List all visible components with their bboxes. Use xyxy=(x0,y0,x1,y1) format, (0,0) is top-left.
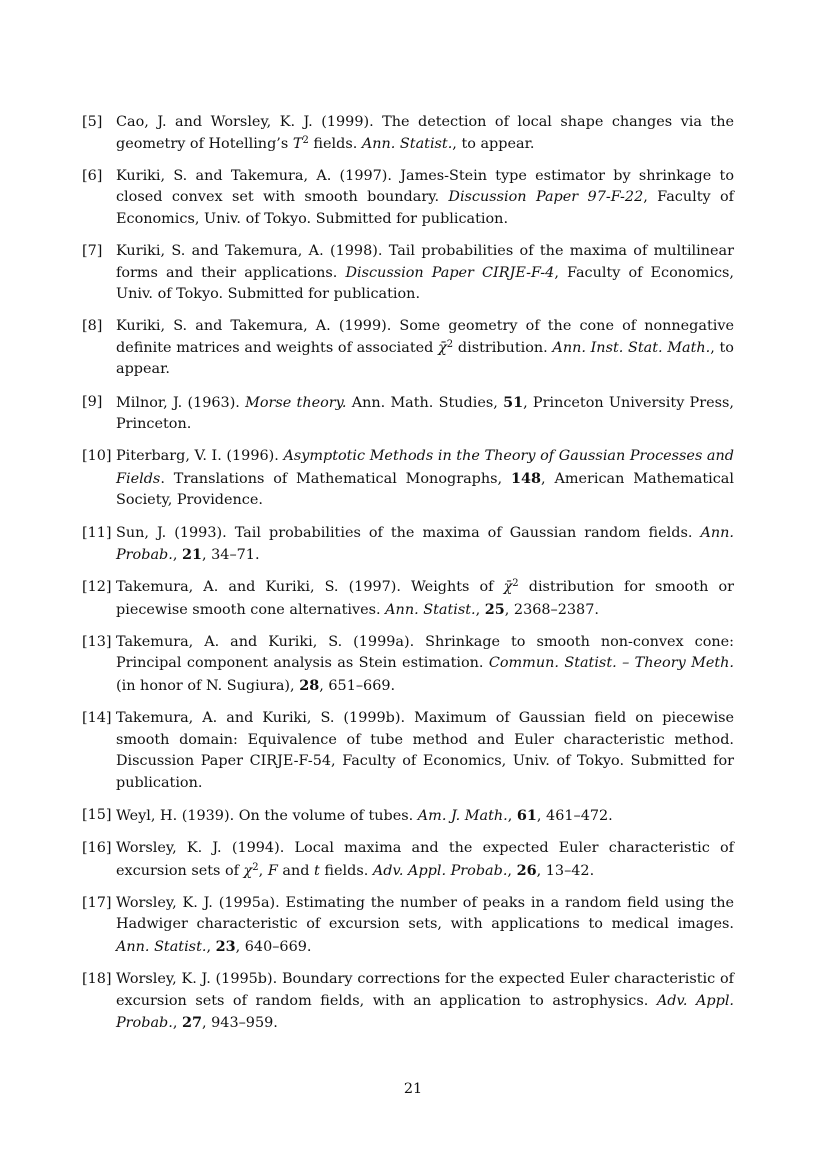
reference-text xyxy=(116,243,734,302)
superscript: 2 xyxy=(252,861,259,873)
volume-number: 27 xyxy=(181,1014,202,1032)
text-run: , Faculty of Economics, Univ. of Tokyo. Submitted for publication. xyxy=(116,189,734,227)
italic-text: Ann. Inst. Stat. Math. xyxy=(552,339,711,356)
reference-number: [16] xyxy=(82,840,112,857)
reference-number: [14] xyxy=(82,710,112,727)
italic-text: Morse theory. xyxy=(245,394,347,411)
text-run: distribution for smooth or piecewise smooth cone alternatives. xyxy=(116,579,734,618)
text-run: , to appear. xyxy=(116,339,734,378)
italic-text: Discussion Paper CIRJE-F-4 xyxy=(345,264,555,281)
reference-entry xyxy=(82,893,734,959)
reference-list xyxy=(82,112,734,1045)
reference-entry xyxy=(82,805,734,828)
reference-text xyxy=(116,395,734,433)
text-run: Milnor, J. (1963). xyxy=(116,394,246,411)
reference-entry xyxy=(82,112,734,155)
text-run: Takemura, A. and Kuriki, S. (1997). Weights of xyxy=(116,579,504,596)
volume-number: 25 xyxy=(484,600,505,618)
reference-number: [5] xyxy=(82,114,103,130)
reference-entry xyxy=(82,838,734,882)
volume-number: 61 xyxy=(516,807,537,825)
volume-number: 148 xyxy=(510,469,542,487)
text-run: , to appear. xyxy=(452,135,535,152)
italic-text: Discussion Paper 97-F-22 xyxy=(448,189,644,206)
page-number: 21 xyxy=(403,1081,423,1097)
volume-number: 23 xyxy=(215,938,236,955)
text-run: , xyxy=(507,862,517,879)
text-run: , 13–42. xyxy=(536,862,595,879)
text-run: distribution. xyxy=(453,339,553,356)
text-run: , 2368–2387. xyxy=(504,601,599,618)
reference-text xyxy=(116,895,734,955)
reference-text xyxy=(116,318,734,377)
volume-number: 51 xyxy=(503,393,524,411)
text-run: Worsley, K. J. (1995b). Boundary corrections for the expected Euler characteristic of excursion sets of random fields, with an application to astrophysics. xyxy=(116,971,734,1009)
italic-text: T xyxy=(292,135,303,152)
reference-number: [15] xyxy=(82,807,112,824)
reference-text xyxy=(116,525,734,564)
text-run: fields. xyxy=(308,135,362,152)
italic-text: χ xyxy=(243,862,253,879)
italic-text: Commun. Statist. – Theory Meth. xyxy=(488,655,734,672)
text-run: , xyxy=(507,808,517,825)
italic-text: Ann. Probab. xyxy=(116,524,734,564)
reference-number: [17] xyxy=(82,894,112,911)
reference-number: [10] xyxy=(82,448,112,465)
text-run: Piterbarg, V. I. (1996). xyxy=(116,448,284,465)
italic-text: χ̄ xyxy=(438,339,447,356)
reference-text xyxy=(116,971,734,1031)
reference-text xyxy=(116,634,734,694)
reference-number: [8] xyxy=(82,318,103,335)
volume-number: 26 xyxy=(516,861,537,879)
text-run: , Princeton University Press, Princeton. xyxy=(116,394,734,433)
reference-entry xyxy=(82,577,734,621)
reference-text xyxy=(116,840,734,879)
reference-number: [13] xyxy=(82,633,112,650)
text-run: , xyxy=(475,601,485,618)
text-run: Weyl, H. (1939). On the volume of tubes. xyxy=(116,808,418,825)
text-run: Worsley, K. J. (1994). Local maxima and the expected Euler characteristic of excursion sets of xyxy=(116,840,734,879)
superscript: 2 xyxy=(512,578,519,590)
text-run: , Faculty of Economics, Univ. of Tokyo. Submitted for publication. xyxy=(116,264,734,303)
reference-text xyxy=(116,808,613,824)
reference-number: [12] xyxy=(82,579,112,596)
reference-entry xyxy=(82,166,734,231)
reference-entry xyxy=(82,446,734,512)
reference-entry xyxy=(82,969,734,1035)
reference-text xyxy=(116,168,734,227)
reference-number: [11] xyxy=(82,524,112,541)
reference-entry xyxy=(82,708,734,794)
reference-text xyxy=(116,710,734,791)
italic-text: Adv. Appl. Probab. xyxy=(372,862,508,879)
text-run: Kuriki, S. and Takemura, A. (1997). James-Stein type estimator by shrinkage to closed convex set with smooth boundary. xyxy=(116,167,734,206)
italic-text: Ann. Statist. xyxy=(361,135,453,152)
text-run: , xyxy=(172,547,182,564)
text-run: Kuriki, S. and Takemura, A. (1998). Tail probabilities of the maxima of multilinear forms and their applications. xyxy=(116,242,734,281)
text-run: and xyxy=(277,862,315,879)
volume-number: 28 xyxy=(299,677,320,695)
text-run: , xyxy=(206,939,216,955)
reference-entry xyxy=(82,523,734,567)
text-run: , 461–472. xyxy=(536,808,613,825)
italic-text: F xyxy=(267,862,278,879)
italic-text: t xyxy=(314,862,320,879)
reference-number: [7] xyxy=(82,242,103,259)
text-run: , 651–669. xyxy=(319,678,396,695)
text-run: , 640–669. xyxy=(235,939,312,955)
reference-text xyxy=(116,114,734,152)
reference-number: [18] xyxy=(82,971,112,988)
text-run: , xyxy=(258,862,268,879)
italic-text: χ̄ xyxy=(503,579,513,596)
italic-text: Adv. Appl. Probab. xyxy=(116,992,734,1032)
reference-text xyxy=(116,579,734,618)
text-run: (in honor of N. Sugiura), xyxy=(116,678,300,695)
text-run: Worsley, K. J. (1995a). Estimating the number of peaks in a random field using the Hadwiger characteristic of excursion sets, with applications to medical images. xyxy=(116,894,734,933)
superscript: 2 xyxy=(446,338,454,350)
superscript: 2 xyxy=(302,134,309,146)
text-run: , 34–71. xyxy=(202,547,260,564)
text-run: , xyxy=(172,1015,182,1032)
text-run: Takemura, A. and Kuriki, S. (1999b). Maximum of Gaussian field on piecewise smooth domain: Equivalence of tube method and Euler characteristic method. Discussion Paper CIRJE-F-54, Faculty of Economics, Univ. of Tokyo. Submitted for publication. xyxy=(116,710,734,791)
reference-entry xyxy=(82,392,734,436)
italic-text: Ann. Statist. xyxy=(385,601,476,618)
reference-number: [9] xyxy=(82,393,103,410)
reference-entry xyxy=(82,632,734,698)
text-run: , 943–959. xyxy=(202,1015,278,1032)
text-run: Kuriki, S. and Takemura, A. (1999). Some geometry of the cone of nonnegative definite matrices and weights of associated xyxy=(116,318,734,356)
text-run: Takemura, A. and Kuriki, S. (1999a). Shrinkage to smooth non-convex cone: Principal component analysis as Stein estimation. xyxy=(116,633,734,672)
text-run: , American Mathematical Society, Providence. xyxy=(116,470,734,509)
italic-text: Ann. Statist. xyxy=(116,939,207,955)
text-run: fields. xyxy=(319,862,373,879)
reference-text xyxy=(116,448,734,508)
volume-number: 21 xyxy=(181,546,202,564)
reference-number: [6] xyxy=(82,167,103,184)
italic-text: Asymptotic Methods in the Theory of Gaussian Processes and Fields xyxy=(116,448,734,487)
reference-entry xyxy=(82,241,734,306)
text-run: Cao, J. and Worsley, K. J. (1999). The detection of local shape changes via the geometry of Hotelling’s xyxy=(116,114,734,152)
italic-text: Am. J. Math. xyxy=(417,808,508,825)
text-run: Ann. Math. Studies, xyxy=(346,394,504,411)
text-run: Sun, J. (1993). Tail probabilities of the maxima of Gaussian random fields. xyxy=(116,524,701,541)
reference-entry xyxy=(82,316,734,381)
text-run: . Translations of Mathematical Monographs, xyxy=(160,470,511,487)
